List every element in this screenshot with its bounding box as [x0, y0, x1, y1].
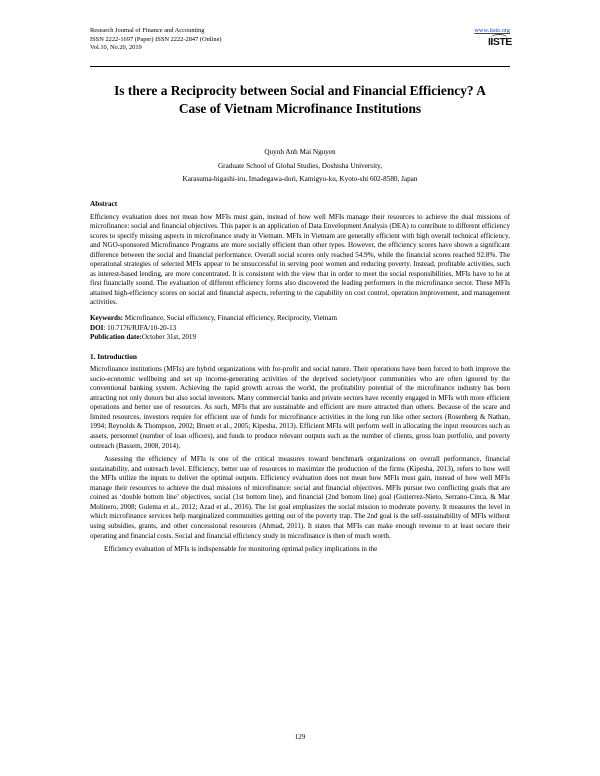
intro-paragraph-3: Efficiency evaluation of MFIs is indispensable for monitoring optimal policy implications in the	[104, 545, 378, 554]
author-affiliation: Graduate School of Global Studies, Doshisha University,	[217, 161, 383, 170]
paper-body	[90, 199, 510, 555]
keywords-label: Keywords:	[90, 314, 124, 323]
abstract-text: Efficiency evaluation does not mean how MFIs must gain, instead of how well MFIs manage their resources to achieve the dual missions of microfinance: social and financial objectives. This paper is an application of Data Envelopment Analysis (DEA) to contribute to different efficiency scores to specify missing aspects in microfinance study in Vietnam. MFIs in Vietnam are generally efficient with high overall technical efficiency, and NGO-sponsored Microfinance Programs are more socially efficient than other types. However, the efficiency scores have shown a significant difference between the social and financial performance. Overall social scores only reached 54.9%, while the financial scores reached 92.8%. The operational strategies of selected MFIs appear to be unsuccessful in serving poor women and reducing poverty. Instead, profitable activities, such as interest-based lending, are more concentrated. It is consistent with the view that in order to meet the social responsibilities, MFIs have to be at first financially sound. The evaluation of different efficiency forms also discovered the leading performers in the microfinance sector. These MFIs attained high-efficiency scores on social and financial aspects, referring to the capability on cost control, operation improvement, and management activities.	[90, 212, 510, 307]
paper-title	[80, 82, 520, 118]
publication-label: Publication date:	[90, 333, 142, 342]
journal-volume: Vol.10, No.20, 2019	[90, 44, 142, 52]
header-divider	[90, 66, 510, 67]
logo-text: IISTE	[488, 35, 512, 48]
journal-issn: ISSN 2222-1697 (Paper) ISSN 2222-2847 (Online)	[90, 35, 222, 43]
introduction-heading: 1. Introduction	[90, 351, 137, 361]
title-line-2: Case of Vietnam Microfinance Institutions	[178, 101, 422, 116]
publication-date: October 31st, 2019	[141, 333, 197, 342]
doi-label: DOI	[90, 323, 104, 332]
intro-paragraph-2: Assessing the efficiency of MFIs is one of the critical measures toward benchmark organizations on overall performance, financial sustainability, and outreach level. Efficiency, better use of resources to maximize the production of the firms (Kipesha, 2013), refers to how well the MFIs utilize the inputs to deliver the optimal outputs. Efficiency evaluation does not mean how MFIs must gain, instead of how well MFIs manage their resources to achieve the dual missions of microfinance: social and financial objectives. MFIs pursue two conflicting goals that are coined as ‘double bottom line’ objectives, social (1st bottom line), and financial (2nd bottom line) goal (Gutierrez-Nieto, Serrano-Cinca, & Mar Molinero, 2008; Gulema et al., 2012; Azad et al., 2016). The 1st goal emphasizes the social mission to moderate poverty. It measures the level in which microfinance services help marginalized communities getting out of the poverty trap. The 2nd goal is the self-sustainability of MFIs without using subsidies, grants, and other concessional resources (Ahmad, 2011). It states that MFIs can make enough revenue to at least secure their operating and financial costs. Social and financial efficiency study in microfinance is then of much worth.	[90, 455, 510, 540]
doi-text: : 10.7176/RJFA/10-20-13	[103, 323, 177, 332]
journal-header	[90, 27, 510, 53]
journal-website-link[interactable]: www.iiste.org	[474, 27, 510, 34]
header-right	[474, 27, 510, 56]
keywords-text: Microfinance, Social efficiency, Financial efficiency, Reciprocity, Vietnam	[124, 314, 337, 323]
iiste-logo	[488, 37, 510, 53]
author-address: Karasuma-higashi-iru, Imadegawa-dori, Kamigyo-ku, Kyoto-shi 602-8580, Japan	[182, 175, 418, 184]
title-line-1: Is there a Reciprocity between Social and Financial Efficiency? A	[114, 83, 486, 98]
author-name: Quynh Anh Mai Nguyen	[264, 148, 336, 156]
author-block	[90, 146, 510, 187]
journal-name: Research Journal of Finance and Accounting	[90, 27, 205, 34]
page-number: 129	[294, 733, 306, 741]
abstract-heading: Abstract	[90, 199, 118, 208]
doi-line	[90, 324, 510, 334]
publication-date-line	[90, 333, 510, 343]
intro-paragraph-1: Microfinance institutions (MFIs) are hybrid organizations with for-profit and social nature. Their operations have been forced to both improve the socio-economic wellbeing and set up income-generating activities of the deprived society/poor communities who are often ignored by the conventional banking system. Achieving the rapid growth across the world, the profitability potential of the microfinance industry has been attracting not only donors but also social investors. Many commercial banks and private sectors have recently engaged in MFIs with more efficient operations and better use of resources. As such, MFIs that are sustainable and efficient are more attracted than others. Because of the scare and limited resources, investors require for efficient use of funds for microfinance activities in the long run like other sectors (Rosenberg & Nathan, 1994; Reynolds & Thompson, 2002; Bruett et al., 2005; Kipesha, 2013). Efficient MFIs will perform well in allocating the input resources such as assets, personnel (number of loan officers), and funds to produce relevant outputs such as the number of clients, gross loan portfolio, and poverty outreach (Bassem, 2008, 2014).	[90, 365, 510, 450]
keywords-line	[90, 314, 510, 324]
